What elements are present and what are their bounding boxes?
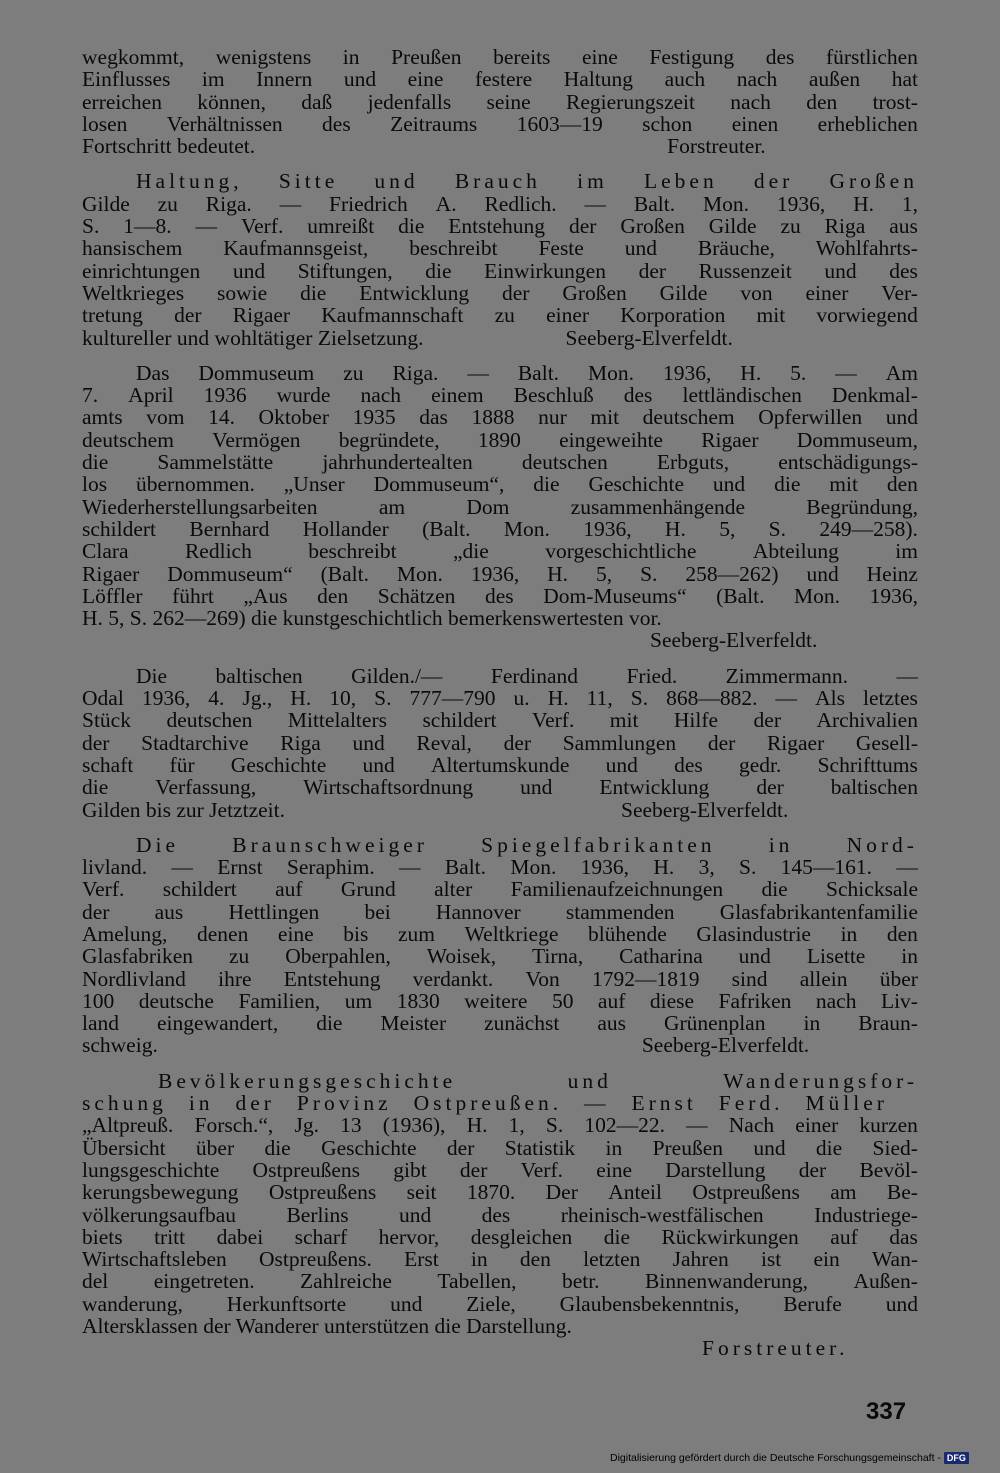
- text-line: Rigaer Dommuseum“ (Balt. Mon. 1936, H. 5, S. 258—262) und Heinz: [82, 561, 918, 586]
- text-line: Nordlivland ihre Entstehung verdankt. Von 1792—1819 sind allein über: [82, 966, 918, 991]
- heading-line: Bevölkerungsgeschichte und Wanderungsfor-: [158, 1068, 918, 1093]
- text-line: hansischem Kaufmannsgeist, beschreibt Feste und Bräuche, Wohlfahrts-: [82, 236, 918, 261]
- signature: Seeberg-Elverfeldt.: [650, 628, 818, 653]
- text-line: Wirtschaftsleben Ostpreußens. Erst in den letzten Jahren ist ein Wan-: [82, 1247, 918, 1272]
- text-line: völkerungsaufbau Berlins und des rheinisch-westfälischen Industriege-: [82, 1202, 918, 1227]
- text-line: Glasfabriken zu Oberpahlen, Woisek, Tirna, Catharina und Lisette in: [82, 944, 918, 969]
- text-line: Wiederherstellungsarbeiten am Dom zusammenhängende Begründung,: [82, 494, 918, 519]
- text-line: [82, 1337, 918, 1359]
- text-line: Altersklassen der Wanderer unterstützen die Darstellung.: [82, 1314, 572, 1339]
- text-line: kerungsbewegung Ostpreußens seit 1870. Der Anteil Ostpreußens am Be-: [82, 1180, 918, 1205]
- text-line: Clara Redlich beschreibt „die vorgeschichtliche Abteilung im: [82, 539, 918, 564]
- last-line: kultureller und wohltätiger Zielsetzung.: [82, 325, 424, 350]
- text-line: wanderung, Herkunftsorte und Ziele, Glaubensbekenntnis, Berufe und: [82, 1291, 918, 1316]
- text-line: Löffler führt „Aus den Schätzen des Dom-Museums“ (Balt. Mon. 1936,: [82, 583, 918, 608]
- footer: [610, 1452, 996, 1464]
- last-line: Fortschritt bedeutet.: [82, 134, 256, 159]
- text-line: Einflusses im Innern und eine festere Haltung auch nach außen hat: [82, 67, 918, 92]
- text-line: „Altpreuß. Forsch.“, Jg. 13 (1936), H. 1, S. 102—22. — Nach einer kurzen: [82, 1113, 918, 1138]
- text-line: 7. April 1936 wurde nach einem Beschluß des lettländischen Denkmal-: [82, 383, 918, 408]
- text-line: land eingewandert, die Meister zunächst aus Grünenplan in Braun-: [82, 1011, 918, 1036]
- text-line: der aus Hettlingen bei Hannover stammenden Glasfabrikantenfamilie: [82, 899, 918, 924]
- text-line: Odal 1936, 4. Jg., H. 10, S. 777—790 u. H. 11, S. 868—882. — Als letztes: [82, 686, 918, 711]
- text-line: los übernommen. „Unser Dommuseum“, die Geschichte und die mit den: [82, 472, 918, 497]
- text-line: deutschem Vermögen begründete, 1890 eingeweihte Rigaer Dommuseum,: [82, 427, 918, 452]
- paragraph: [82, 46, 918, 157]
- last-line: Gilden bis zur Jetztzeit.: [82, 797, 285, 822]
- signature: Seeberg-Elverfeldt.: [621, 797, 789, 822]
- heading-line: Die baltischen Gilden./— Ferdinand Fried. Zimmermann. —: [136, 663, 918, 688]
- dfg-logo: DFG: [944, 1452, 969, 1464]
- text-line: S. 1—8. — Verf. umreißt die Entstehung der Großen Gilde zu Riga aus: [82, 214, 918, 239]
- page-text: [82, 46, 918, 1360]
- text-line: [82, 629, 918, 651]
- text-line: Amelung, denen eine bis zum Weltkriege blühende Glasindustrie in den: [82, 921, 918, 946]
- heading-line: schung in der Provinz Ostpreußen. — Ernst Ferd. Müller: [82, 1091, 888, 1116]
- text-line: Verf. schildert auf Grund alter Familienaufzeichnungen die Schicksale: [82, 877, 918, 902]
- heading-line: Das Dommuseum zu Riga. — Balt. Mon. 1936, H. 5. — Am: [136, 360, 918, 385]
- text-line: 100 deutsche Familien, um 1830 weitere 50 auf diese Fafriken nach Liv-: [82, 988, 918, 1013]
- text-line: die Sammelstätte jahrhundertealten deutschen Erbguts, entschädigungs-: [82, 450, 918, 475]
- text-line: biets tritt dabei scharf hervor, desgleichen die Rückwirkungen auf das: [82, 1224, 918, 1249]
- text-line: erreichen können, daß jedenfalls seine Regierungszeit nach den trost-: [82, 89, 918, 114]
- text-line: H. 5, S. 262—269) die kunstgeschichtlich bemerkenswertesten vor.: [82, 606, 662, 631]
- text-line: amts vom 14. Oktober 1935 das 1888 nur mit deutschem Opferwillen und: [82, 405, 918, 430]
- text-line: die Verfassung, Wirtschaftsordnung und Entwicklung der baltischen: [82, 775, 918, 800]
- paragraph: [82, 362, 918, 652]
- text-line: einrichtungen und Stiftungen, die Einwirkungen der Russenzeit und des: [82, 258, 918, 283]
- text-line: livland. — Ernst Seraphim. — Balt. Mon. 1936, H. 3, S. 145—161. —: [82, 855, 918, 880]
- paragraph: [82, 834, 918, 1057]
- text-line: [82, 135, 918, 157]
- text-line: wegkommt, wenigstens in Preußen bereits eine Festigung des fürstlichen: [82, 45, 918, 69]
- heading-line: Die Braunschweiger Spiegelfabrikanten in Nord-: [136, 832, 918, 857]
- text-line: der Stadtarchive Riga und Reval, der Sammlungen der Rigaer Gesell-: [82, 730, 918, 755]
- text-line: Gilde zu Riga. — Friedrich A. Redlich. — Balt. Mon. 1936, H. 1,: [82, 191, 918, 216]
- text-line: Übersicht über die Geschichte der Statistik in Preußen und die Sied-: [82, 1135, 918, 1160]
- signature: Seeberg-Elverfeldt.: [641, 1033, 810, 1058]
- paragraph: [82, 665, 918, 821]
- text-line: [82, 1034, 918, 1056]
- footer-text: Digitalisierung gefördert durch die Deutsche Forschungsgemeinschaft -: [610, 1452, 941, 1464]
- text-line: [82, 799, 918, 821]
- paragraph: [82, 1070, 918, 1360]
- text-line: Weltkrieges sowie die Entwicklung der Großen Gilde von einer Ver-: [82, 280, 918, 305]
- text-line: [82, 327, 918, 349]
- signature: Forstreuter.: [667, 134, 766, 159]
- heading-line: Haltung, Sitte und Brauch im Leben der Großen: [136, 169, 918, 194]
- text-line: losen Verhältnissen des Zeitraums 1603—19 schon einen erheblichen: [82, 111, 918, 136]
- text-line: schaft für Geschichte und Altertumskunde und des gedr. Schrifttums: [82, 752, 918, 777]
- signature: Forstreuter.: [702, 1336, 849, 1361]
- page-number: 337: [866, 1398, 907, 1425]
- text-line: del eingetreten. Zahlreiche Tabellen, betr. Binnenwanderung, Außen-: [82, 1269, 918, 1294]
- text-line: lungsgeschichte Ostpreußens gibt der Verf. eine Darstellung der Bevöl-: [82, 1157, 918, 1182]
- text-line: tretung der Rigaer Kaufmannschaft zu einer Korporation mit vorwiegend: [82, 303, 918, 328]
- last-line: schweig.: [82, 1033, 158, 1058]
- signature: Seeberg-Elverfeldt.: [565, 325, 733, 350]
- text-line: Stück deutschen Mittelalters schildert Verf. mit Hilfe der Archivalien: [82, 708, 918, 733]
- paragraph: [82, 170, 918, 348]
- text-line: schildert Bernhard Hollander (Balt. Mon. 1936, H. 5, S. 249—258).: [82, 516, 918, 541]
